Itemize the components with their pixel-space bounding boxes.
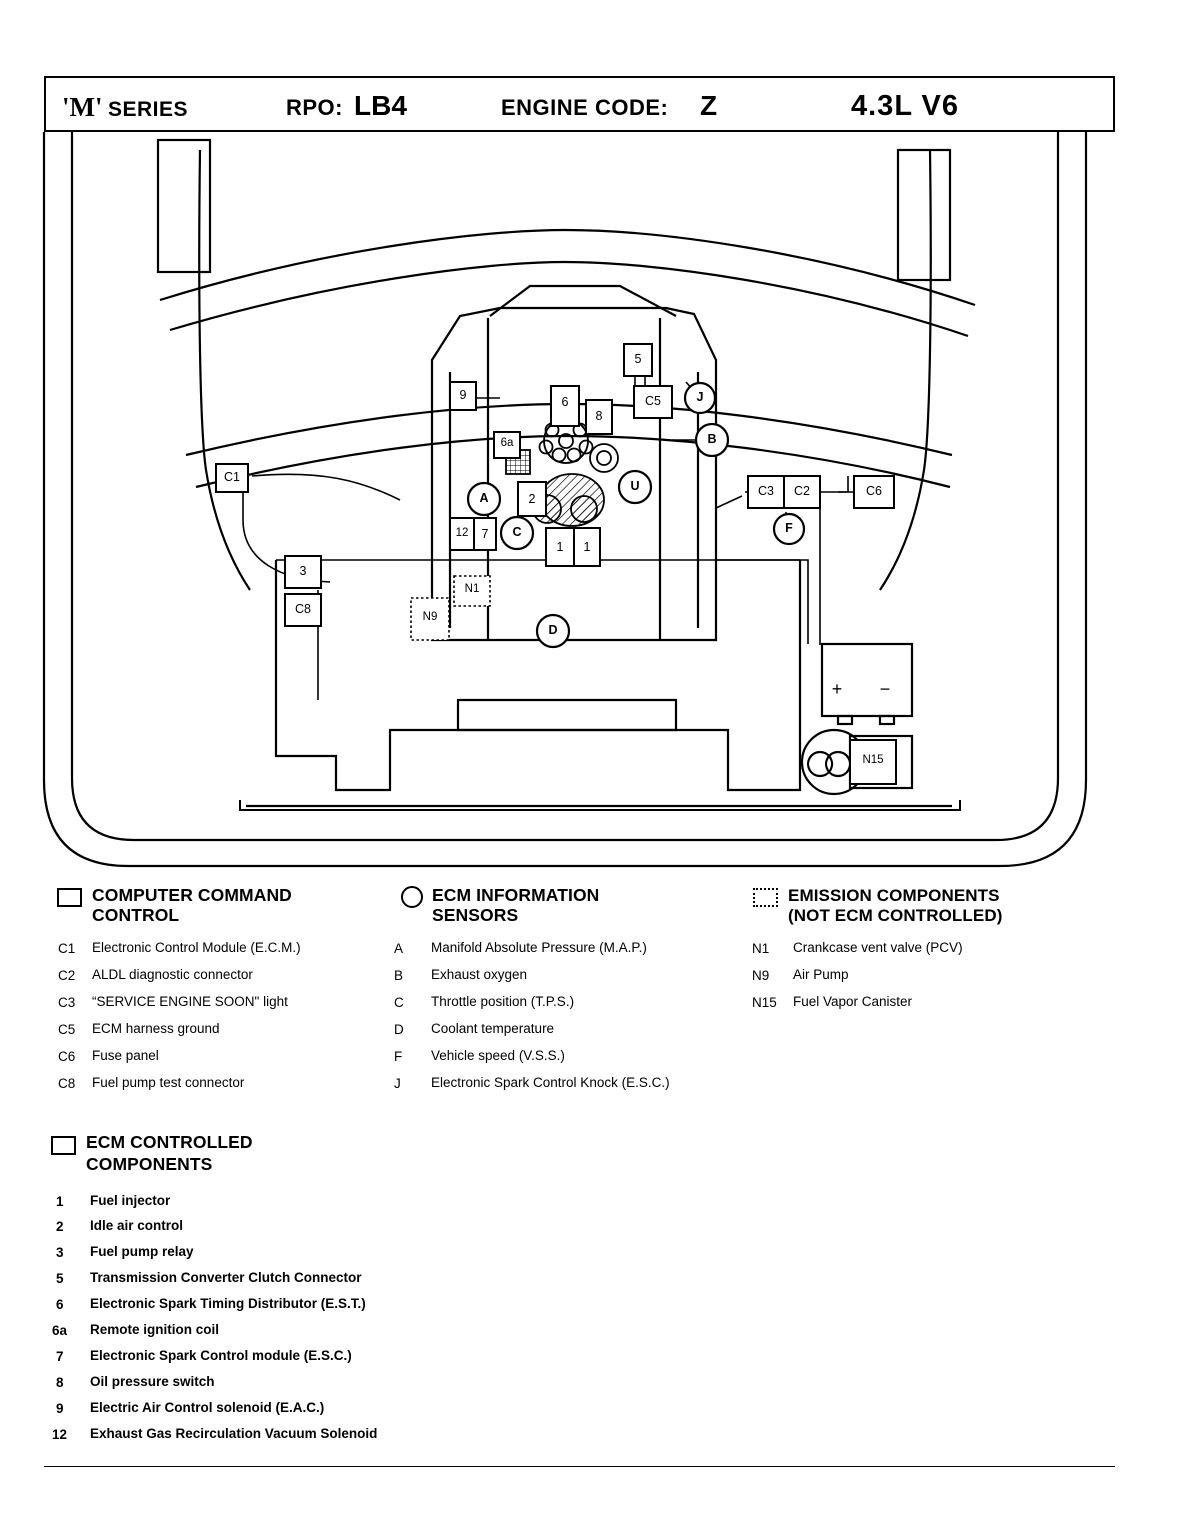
sensor-key-a: A xyxy=(394,941,404,956)
callout-n1-label: N1 xyxy=(464,583,480,595)
callout-fuel-injector-1b-label: 1 xyxy=(583,540,591,554)
callout-f-label: F xyxy=(785,521,793,535)
sensor-key-b: B xyxy=(394,968,404,983)
ccc-key-c2: C2 xyxy=(58,968,76,983)
controlled-label-7: Electronic Spark Control module (E.S.C.) xyxy=(90,1348,352,1363)
emission-components-title-line1: EMISSION COMPONENTS xyxy=(788,886,1000,905)
emission-components-title-line2: (NOT ECM CONTROLLED) xyxy=(788,906,1003,925)
ccc-key-c5: C5 xyxy=(58,1022,76,1037)
controlled-key-3: 3 xyxy=(56,1245,64,1260)
sensor-label-d: Coolant temperature xyxy=(431,1021,555,1036)
ecm-information-sensors-symbol xyxy=(401,886,423,908)
callout-j-label: J xyxy=(696,390,704,404)
controlled-label-5: Transmission Converter Clutch Connector xyxy=(90,1270,362,1285)
callout-esc-module-label: 7 xyxy=(481,527,489,541)
callout-n15-label: N15 xyxy=(862,754,884,766)
ccc-label-c1: Electronic Control Module (E.C.M.) xyxy=(92,940,301,955)
engine-code-value: Z xyxy=(700,90,718,121)
rpo-label: RPO: xyxy=(286,95,343,120)
series-quote: 'M' xyxy=(62,92,103,122)
controlled-key-9: 9 xyxy=(56,1401,64,1416)
sensor-key-j: J xyxy=(394,1076,401,1091)
ecm-information-sensors-title-line2: SENSORS xyxy=(432,905,519,925)
ccc-label-c6: Fuse panel xyxy=(92,1048,159,1063)
callout-oil-pressure-switch-label: 8 xyxy=(595,409,603,423)
ecm-controlled-components-title-line2: COMPONENTS xyxy=(86,1154,213,1174)
callout-fuel-pump-relay-label: 3 xyxy=(299,564,307,578)
callout-b-label: B xyxy=(707,432,717,446)
computer-command-control-title-line2: CONTROL xyxy=(92,905,180,925)
ccc-label-c2: ALDL diagnostic connector xyxy=(92,967,253,982)
sensor-label-c: Throttle position (T.P.S.) xyxy=(431,994,575,1009)
displacement-value: 4.3L V6 xyxy=(851,90,960,122)
emission-key-n15: N15 xyxy=(752,995,777,1010)
controlled-key-1: 1 xyxy=(56,1194,64,1209)
emission-components-symbol xyxy=(753,888,778,907)
engine-code-label: ENGINE CODE: xyxy=(501,95,669,120)
callout-eac-solenoid-label: 9 xyxy=(459,388,467,402)
controlled-label-9: Electric Air Control solenoid (E.A.C.) xyxy=(90,1400,325,1415)
bottom-divider xyxy=(44,1466,1115,1467)
computer-command-control-symbol xyxy=(57,888,82,907)
controlled-key-6: 6 xyxy=(56,1297,64,1312)
emission-label-n1: Crankcase vent valve (PCV) xyxy=(793,940,963,955)
controlled-label-1: Fuel injector xyxy=(90,1193,171,1208)
callout-c-label: C xyxy=(512,525,522,539)
ccc-label-c5: ECM harness ground xyxy=(92,1021,220,1036)
ecm-controlled-components-symbol xyxy=(51,1136,76,1155)
callout-c1-label: C1 xyxy=(224,470,240,484)
controlled-label-3: Fuel pump relay xyxy=(90,1244,194,1259)
callout-u-label: U xyxy=(630,479,640,493)
emission-label-n9: Air Pump xyxy=(793,967,849,982)
controlled-label-8: Oil pressure switch xyxy=(90,1374,215,1389)
emission-key-n9: N9 xyxy=(752,968,770,983)
callout-a-label: A xyxy=(479,491,489,505)
callout-idle-air-control-label: 2 xyxy=(528,492,536,506)
controlled-key-8: 8 xyxy=(56,1375,64,1390)
callout-c8-label: C8 xyxy=(295,602,311,616)
controlled-label-2: Idle air control xyxy=(90,1218,184,1233)
callout-n9-label: N9 xyxy=(422,611,438,623)
controlled-key-12: 12 xyxy=(52,1427,68,1442)
ccc-key-c6: C6 xyxy=(58,1049,76,1064)
sensor-label-f: Vehicle speed (V.S.S.) xyxy=(431,1048,565,1063)
callout-c2-label: C2 xyxy=(794,484,810,498)
callout-fuel-injector-1a-label: 1 xyxy=(556,540,564,554)
controlled-key-7: 7 xyxy=(56,1349,64,1364)
callout-ignition-coil-label: 6a xyxy=(500,437,514,449)
computer-command-control-title-line1: COMPUTER COMMAND xyxy=(92,885,292,905)
callout-d-label: D xyxy=(548,623,558,637)
emission-label-n15: Fuel Vapor Canister xyxy=(793,994,913,1009)
sensor-label-b: Exhaust oxygen xyxy=(431,967,528,982)
series-word: SERIES xyxy=(108,98,189,121)
callout-c6-label: C6 xyxy=(866,484,882,498)
callout-egr-solenoid-label: 12 xyxy=(455,527,469,539)
ccc-key-c1: C1 xyxy=(58,941,76,956)
callout-tcc-connector-label: 5 xyxy=(634,352,642,366)
battery-plus-label: + xyxy=(831,679,843,699)
controlled-label-6a: Remote ignition coil xyxy=(90,1322,220,1337)
ccc-label-c3: “SERVICE ENGINE SOON" light xyxy=(92,994,288,1009)
callout-c5-label: C5 xyxy=(645,394,661,408)
callout-c3-label: C3 xyxy=(758,484,774,498)
battery-minus-label: − xyxy=(879,679,891,699)
ecm-controlled-components-title-line1: ECM CONTROLLED xyxy=(86,1132,253,1152)
callout-est-distributor-label: 6 xyxy=(561,395,569,409)
ccc-key-c3: C3 xyxy=(58,995,76,1010)
sensor-key-f: F xyxy=(394,1049,403,1064)
ecm-information-sensors-title-line1: ECM INFORMATION xyxy=(432,885,600,905)
sensor-key-d: D xyxy=(394,1022,404,1037)
emission-key-n1: N1 xyxy=(752,941,770,956)
sensor-label-j: Electronic Spark Control Knock (E.S.C.) xyxy=(431,1075,670,1090)
controlled-label-12: Exhaust Gas Recirculation Vacuum Solenoid xyxy=(90,1426,378,1441)
ccc-key-c8: C8 xyxy=(58,1076,76,1091)
controlled-key-6a: 6a xyxy=(52,1323,68,1338)
controlled-label-6: Electronic Spark Timing Distributor (E.S.T.) xyxy=(90,1296,366,1311)
sensor-label-a: Manifold Absolute Pressure (M.A.P.) xyxy=(431,940,647,955)
rpo-value: LB4 xyxy=(354,90,407,121)
controlled-key-5: 5 xyxy=(56,1271,64,1286)
controlled-key-2: 2 xyxy=(56,1219,64,1234)
ccc-label-c8: Fuel pump test connector xyxy=(92,1075,245,1090)
sensor-key-c: C xyxy=(394,995,404,1010)
